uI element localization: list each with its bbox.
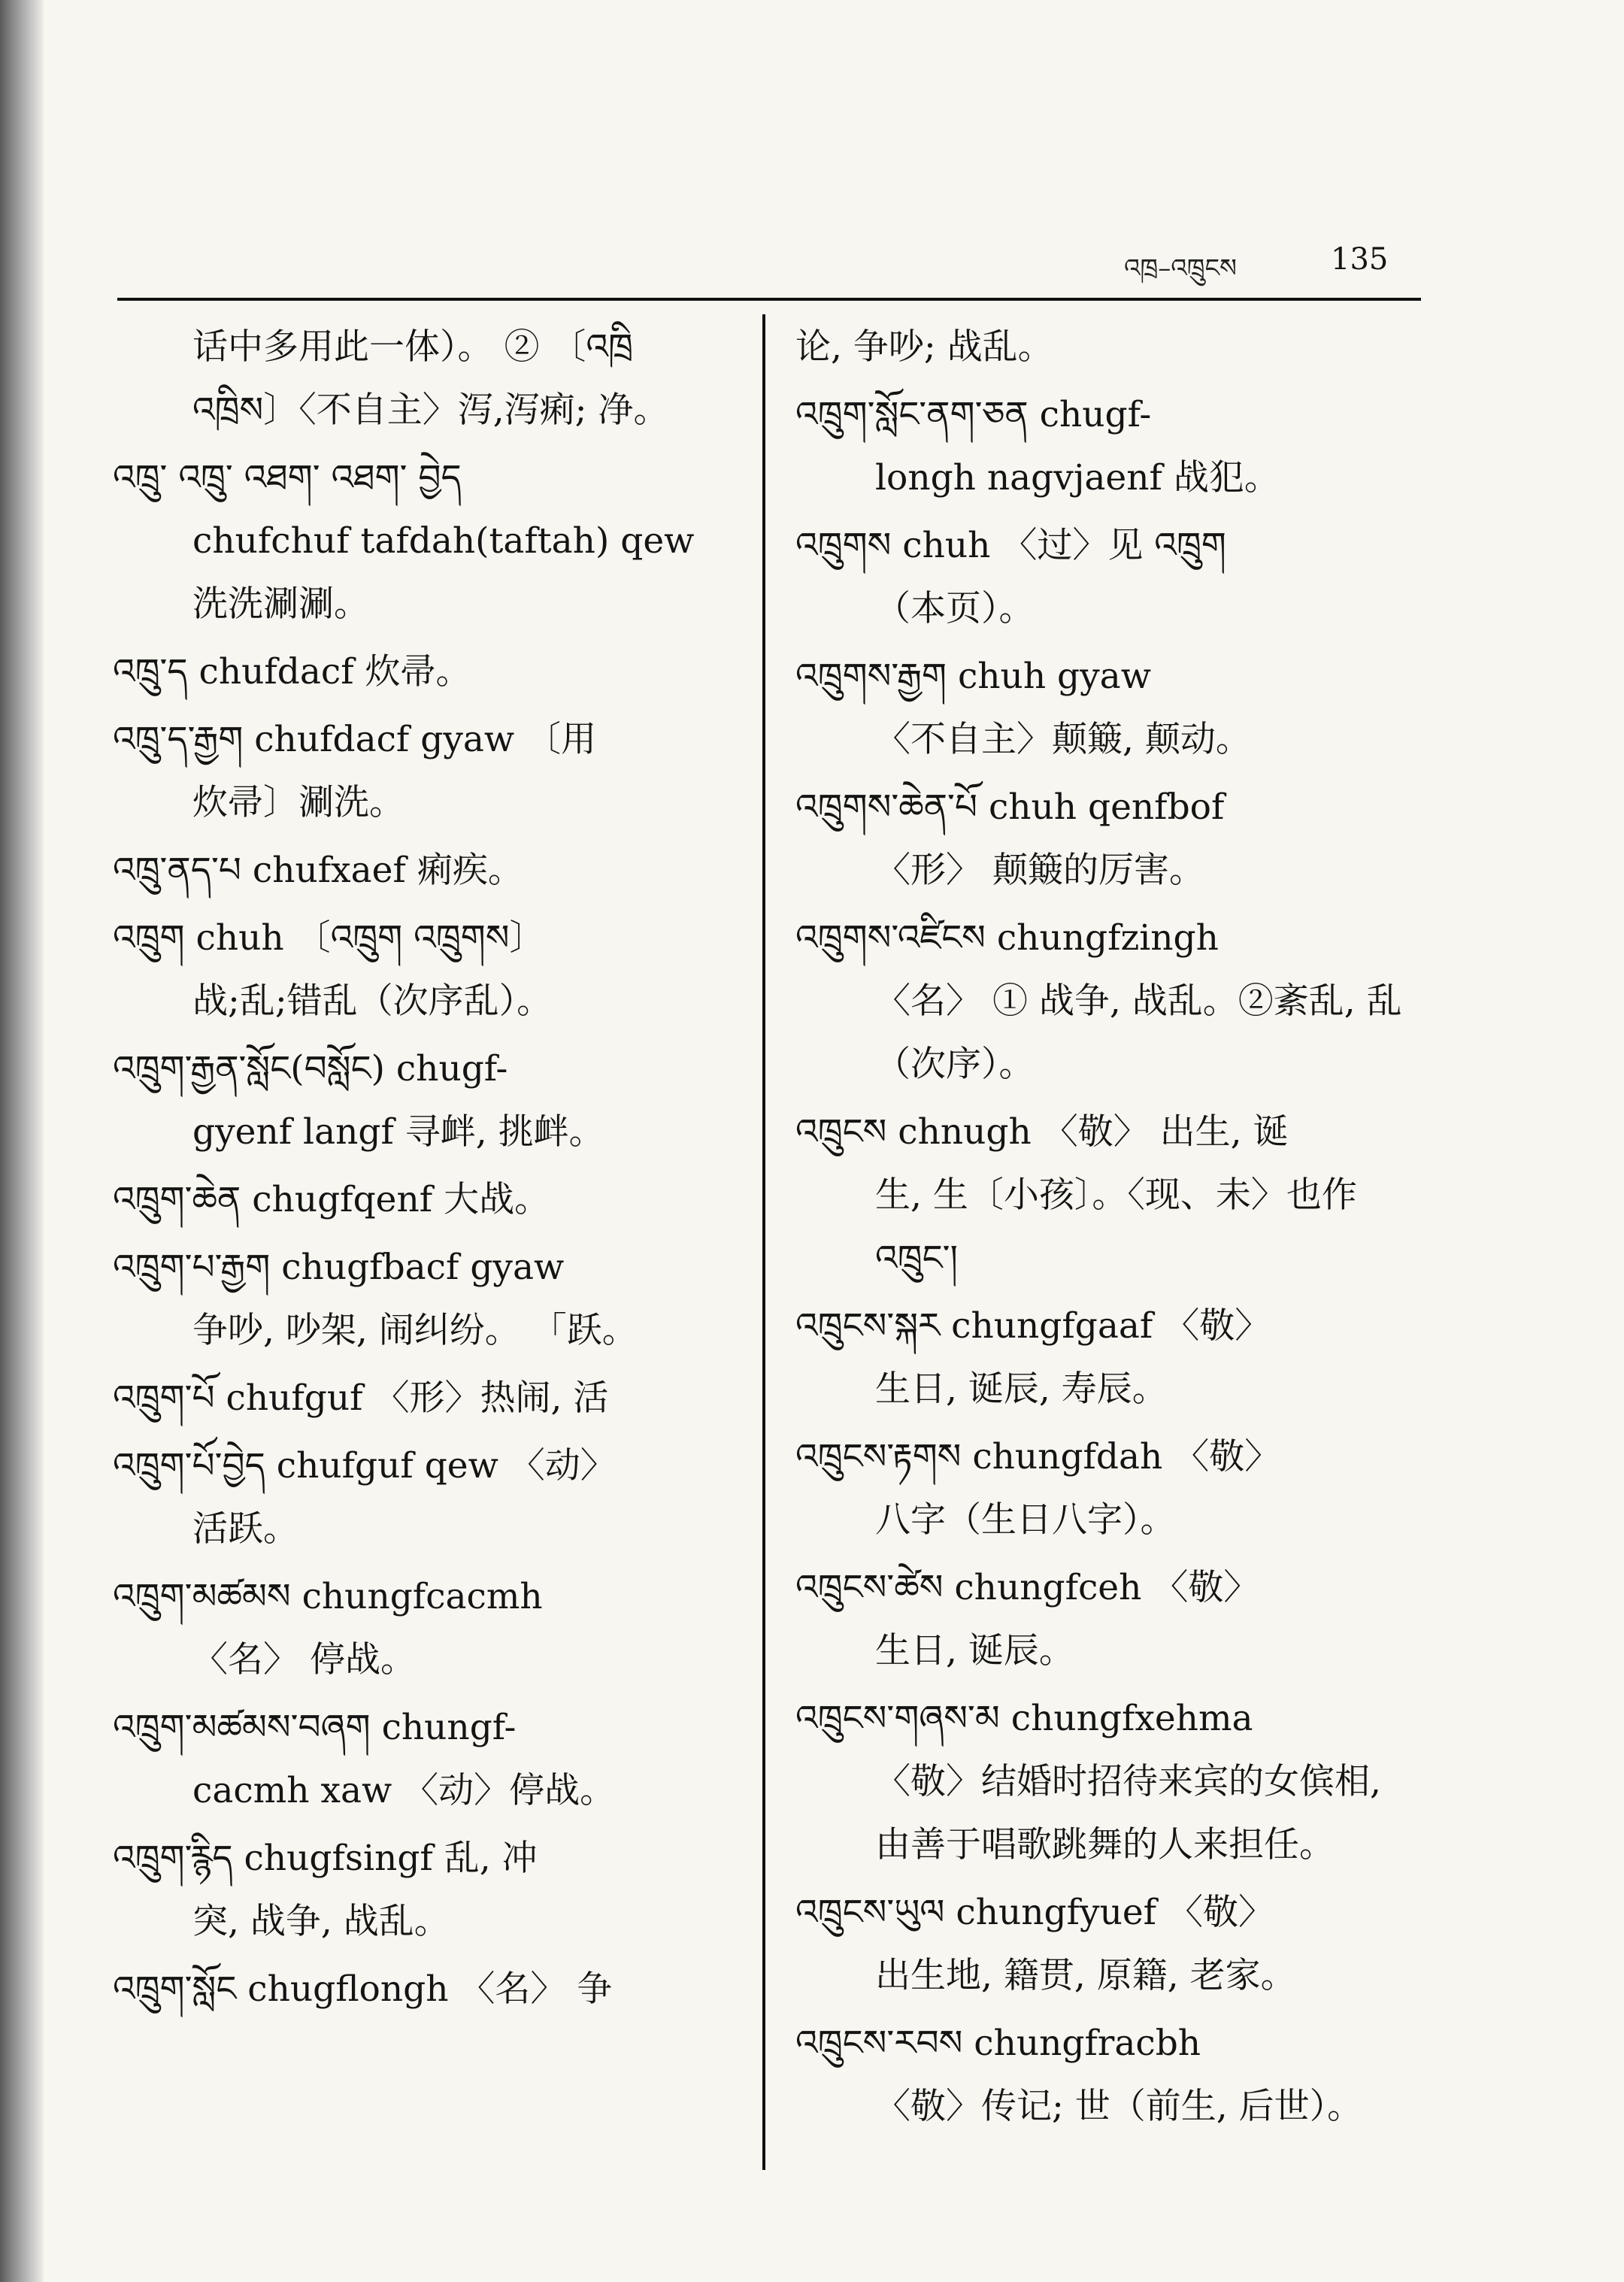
entry-headline: འཁྲུངས་གཞས་མ chungfxehma: [795, 1698, 1253, 1739]
entry-headline: འཁྲུག chuh 〔འཁྲུག འཁྲུགས〕: [113, 917, 545, 959]
entry-headline: འཁྲུགས chuh 〈过〉见 འཁྲུག: [795, 525, 1226, 566]
header-rule: [117, 298, 1421, 301]
entry-headline: འཁྲུངས་ཡུལ chungfyuef 〈敬〉: [795, 1892, 1274, 1933]
entry-headline: འཁྲུ་ནད་པ chufxaef 痢疾。: [113, 850, 523, 891]
dictionary-entry: [113, 839, 737, 902]
running-header-keywords: འཁྲ–འཁྲུངས: [1124, 253, 1238, 283]
dictionary-entry: [113, 1038, 737, 1164]
entry-continuation: 〈不自主〉颠簸, 颠动。: [875, 719, 1251, 760]
entry-continuation: 突, 战争, 战乱。: [192, 1901, 450, 1942]
entry-continuation: （次序）。: [875, 1044, 1035, 1085]
entry-continuation: 战;乱;错乱（次序乱）。: [192, 980, 553, 1022]
entry-continuation: 话中多用此一体）。 ② 〔འཁྲི: [192, 326, 633, 368]
entry-headline: འཁྲུགས་ཆེན་པོ chuh qenfbof: [795, 786, 1225, 828]
dictionary-entry: [113, 447, 737, 636]
dictionary-entry: [113, 1168, 737, 1232]
entry-headline: འཁྲུངས chnugh 〈敬〉 出生, 诞: [795, 1111, 1289, 1153]
entry-continuation: （本页）。: [875, 588, 1035, 629]
entry-continuation: 〈名〉 ① 战争, 战乱。②紊乱, 乱: [875, 980, 1402, 1022]
entry-continuation: 洗洗涮涮。: [192, 583, 369, 625]
dictionary-entry: [795, 1556, 1427, 1683]
entry-headline: འཁྲུ་ད chufdacf 炊帚。: [113, 651, 471, 692]
dictionary-entry: [795, 1101, 1427, 1290]
dictionary-entry: [795, 1687, 1427, 1877]
dictionary-entry: [795, 514, 1427, 641]
entry-continuation: 〈敬〉结婚时招待来宾的女傧相,: [875, 1761, 1381, 1802]
entry-continuation: 活跃。: [192, 1508, 298, 1550]
entry-headline: འཁྲུ་ འཁྲུ་ འཐག་ འཐག་ བྱེད: [113, 457, 462, 499]
dictionary-entry: [795, 776, 1427, 902]
dictionary-entry: [795, 1295, 1427, 1421]
entry-headline: འཁྲུག་མཚམས་བཞག chungf-: [113, 1707, 517, 1748]
dictionary-entry: [113, 1367, 737, 1430]
entry-headline: འཁྲུངས་སྐར chungfgaaf 〈敬〉: [795, 1305, 1271, 1347]
entry-continuation: འཁྲུང་།: [875, 1238, 958, 1279]
dictionary-entry: [113, 316, 737, 442]
entry-continuation: chufchuf tafdah(taftah) qew: [192, 520, 695, 562]
dictionary-entry: [795, 1881, 1427, 2008]
left-column: [113, 316, 737, 2026]
entry-headline: འཁྲུག་རྙིད chugfsingf 乱, 冲: [113, 1838, 538, 1879]
entry-continuation: 生日, 诞辰。: [875, 1630, 1074, 1671]
dictionary-entry: [113, 1236, 737, 1362]
entry-continuation: 八字（生日八字）。: [875, 1499, 1176, 1541]
entry-headline: འཁྲུ་ད་རྒྱག chufdacf gyaw 〔用: [113, 719, 597, 760]
entry-continuation: 由善于唱歌跳舞的人来担任。: [875, 1824, 1335, 1865]
dictionary-entry: [113, 708, 737, 835]
entry-headline: འཁྲུག་པོ་བྱེད chufguf qew 〈动〉: [113, 1445, 616, 1486]
entry-headline: འཁྲུག་མཚམས chungfcacmh: [113, 1576, 543, 1617]
page-number: 135: [1331, 242, 1389, 277]
dictionary-entry: [113, 1696, 737, 1823]
right-column: [795, 316, 1427, 2143]
entry-continuation: longh nagvjaenf 战犯。: [875, 457, 1280, 499]
entry-headline: འཁྲུངས་རབས chungfracbh: [795, 2023, 1201, 2064]
dictionary-entry: [795, 1426, 1427, 1552]
entry-headline: འཁྲུངས་རྟགས chungfdah 〈敬〉: [795, 1436, 1280, 1477]
column-divider: [762, 314, 765, 2170]
entry-headline: འཁྲུག་རྒྱན་སློང(བསློང) chugf-: [113, 1048, 508, 1089]
entry-continuation: cacmh xaw 〈动〉停战。: [192, 1770, 616, 1811]
dictionary-entry: [113, 1435, 737, 1561]
dictionary-entry: [795, 316, 1427, 379]
entry-headline: འཁྲུག་སློང་ནག་ཅན chugf-: [795, 394, 1152, 435]
entry-headline: འཁྲུགས་རྒྱག chuh gyaw: [795, 656, 1151, 697]
dictionary-entry: [795, 383, 1427, 510]
entry-headline: 论, 争吵; 战乱。: [795, 326, 1053, 368]
dictionary-entry: [113, 1958, 737, 2021]
dictionary-entry: [113, 907, 737, 1033]
dictionary-entry: [113, 641, 737, 704]
entry-continuation: 〈名〉 停战。: [192, 1639, 416, 1680]
entry-headline: འཁྲུངས་ཚེས chungfceh 〈敬〉: [795, 1567, 1259, 1608]
entry-headline: འཁྲུགས་འཛིངས chungfzingh: [795, 917, 1219, 959]
entry-continuation: 炊帚〕涮洗。: [192, 782, 404, 823]
entry-continuation: 争吵, 吵架, 闹纠纷。 「跃。: [192, 1310, 638, 1351]
entry-continuation: 生, 生〔小孩〕。〈现、未〉也作: [875, 1174, 1357, 1216]
entry-continuation: 出生地, 籍贯, 原籍, 老家。: [875, 1955, 1296, 1996]
entry-continuation: 〈敬〉传记; 世（前生, 后世）。: [875, 2086, 1363, 2127]
entry-continuation: 〈形〉 颠簸的厉害。: [875, 850, 1204, 891]
dictionary-entry: [113, 1565, 737, 1692]
dictionary-entry: [795, 2012, 1427, 2138]
entry-continuation: gyenf langf 寻衅, 挑衅。: [192, 1111, 604, 1153]
entry-headline: འཁྲུག་ཆེན chugfqenf 大战。: [113, 1179, 550, 1220]
book-binding-shadow: [0, 0, 44, 2282]
dictionary-entry: [113, 1827, 737, 1953]
entry-headline: འཁྲུག་པ་རྒྱག chugfbacf gyaw: [113, 1247, 565, 1288]
dictionary-entry: [795, 645, 1427, 771]
entry-headline: འཁྲུག་སློང chugflongh 〈名〉 争: [113, 1968, 613, 2010]
entry-continuation: འཁྲིས〕〈不自主〉泻,泻痢; 净。: [192, 389, 669, 431]
dictionary-entry: [795, 907, 1427, 1096]
entry-headline: འཁྲུག་པོ chufguf 〈形〉热闹, 活: [113, 1377, 609, 1419]
entry-continuation: 生日, 诞辰, 寿辰。: [875, 1368, 1168, 1410]
